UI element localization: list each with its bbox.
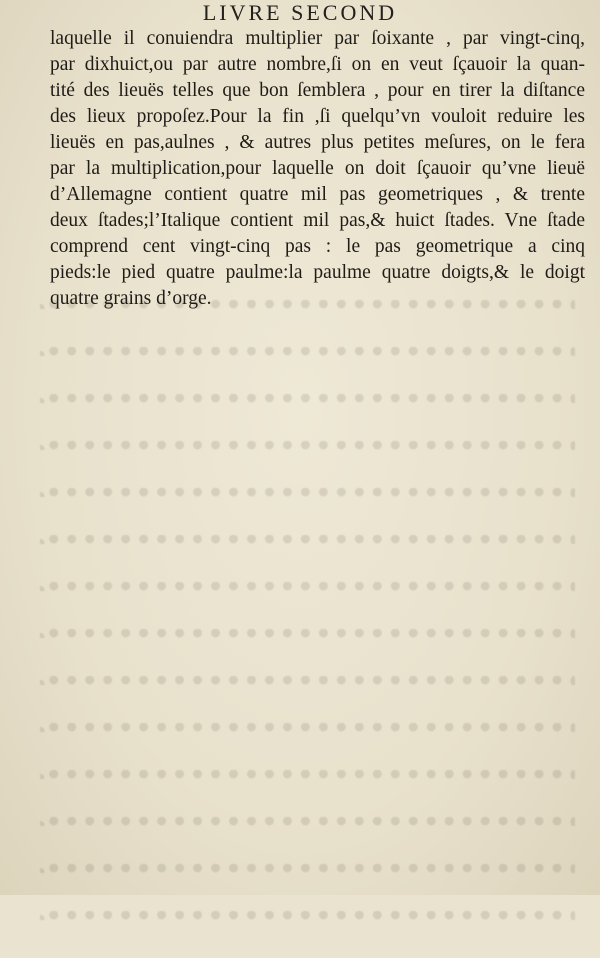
- text-line: par la multiplication,pour laquelle on doit ſçauoir qu’vne lieuë: [50, 158, 585, 179]
- bleed-line: [40, 441, 575, 478]
- bleed-line: [40, 582, 575, 619]
- text-line-last: quatre grains d’orge.: [50, 288, 212, 309]
- bleed-line: [40, 723, 575, 760]
- text-line: lieuës en pas,aulnes , & autres plus petites meſures, on le fera: [50, 132, 585, 153]
- text-line: des lieux propoſez.Pour la fin ,ſi quelqu’vn vouloit reduire les: [50, 106, 585, 127]
- bleed-line: [40, 347, 575, 384]
- text-line: tité des lieuës telles que bon ſemblera , pour en tirer la diſtance: [50, 80, 585, 101]
- show-through-text: [40, 300, 575, 958]
- text-line: pieds:le pied quatre paulme:la paulme quatre doigts,& le doigt: [50, 262, 585, 283]
- text-line: par dixhuict,ou par autre nombre,ſi on en veut ſçauoir la quan-: [50, 54, 585, 75]
- bleed-line: [40, 676, 575, 713]
- text-line: d’Allemagne contient quatre mil pas geometriques , & trente: [50, 184, 585, 205]
- bleed-line: [40, 629, 575, 666]
- bleed-line: [40, 535, 575, 572]
- bleed-line: [40, 770, 575, 807]
- bleed-line: [40, 817, 575, 854]
- running-head: LIVRE SECOND: [202, 0, 398, 25]
- bleed-line: [40, 864, 575, 901]
- bleed-line: [40, 911, 575, 948]
- body-text: [50, 26, 585, 312]
- bleed-line: [40, 394, 575, 431]
- text-line: laquelle il conuiendra multiplier par ſoixante , par vingt-cinq,: [50, 28, 585, 49]
- text-line: comprend cent vingt-cinq pas : le pas geometrique a cinq: [50, 236, 585, 257]
- text-line: deux ſtades;l’Italique contient mil pas,& huict ſtades. Vne ſtade: [50, 210, 585, 231]
- bleed-line: [40, 488, 575, 525]
